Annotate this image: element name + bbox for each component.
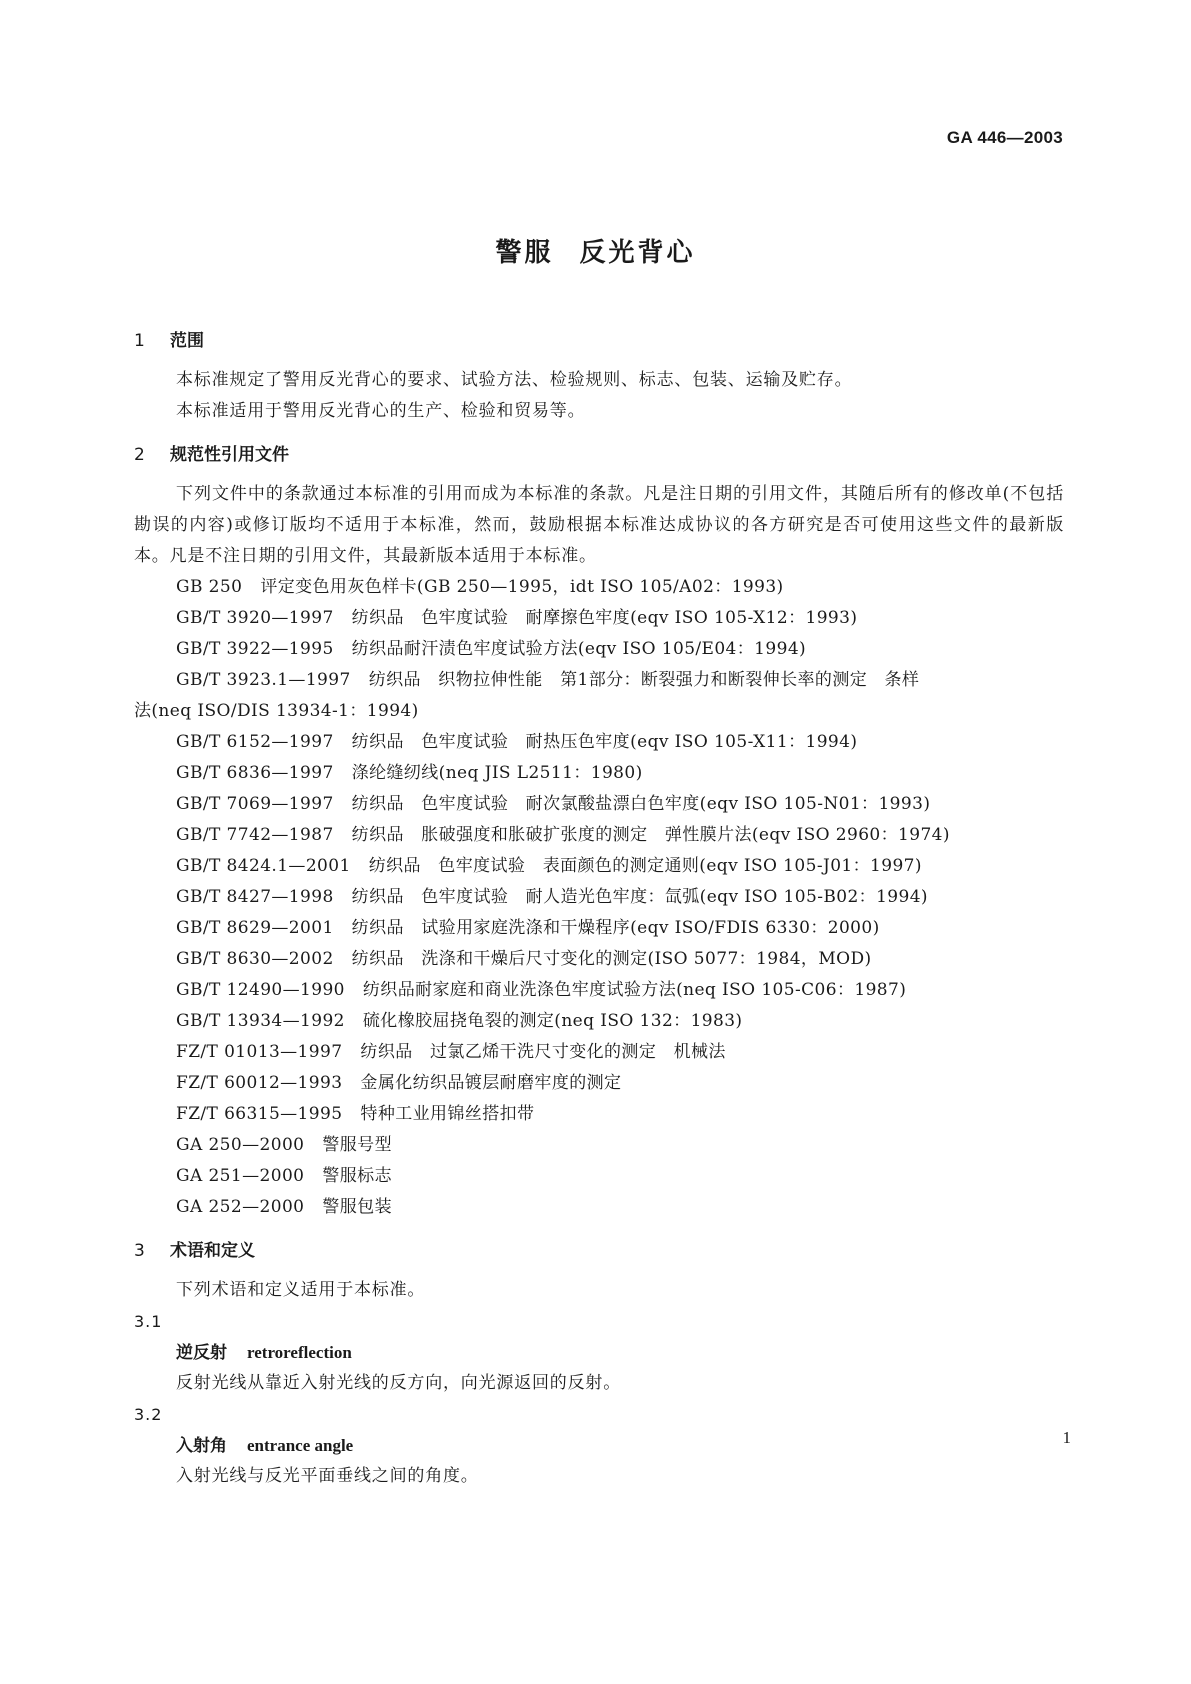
reference-code: GB/T 8427—1998: [176, 887, 334, 907]
reference-code: GB/T 3920—1997: [176, 608, 334, 628]
term-name-zh: 逆反射: [176, 1343, 227, 1363]
reference-title: 警服包装: [322, 1197, 392, 1217]
reference-title: 纺织品 色牢度试验 耐人造光色牢度：氙弧(eqv ISO 105-B02：1994): [351, 887, 928, 907]
reference-code: GA 250—2000: [176, 1135, 305, 1155]
paragraph: 本标准适用于警用反光背心的生产、检验和贸易等。: [176, 401, 586, 421]
reference-code: GB/T 6836—1997: [176, 763, 334, 783]
reference-title: 纺织品 洗涤和干燥后尺寸变化的测定(ISO 5077：1984，MOD): [351, 949, 872, 969]
reference-title-continuation: 法(neq ISO/DIS 13934-1：1994): [134, 701, 419, 721]
term-name: [134, 1430, 1064, 1461]
reference-code: GB/T 13934—1992: [176, 1011, 345, 1031]
reference-code: GB/T 8424.1—2001: [176, 856, 351, 876]
section-title: 术语和定义: [170, 1241, 255, 1261]
reference-code: GA 252—2000: [176, 1197, 305, 1217]
reference-code: GB/T 12490—1990: [176, 980, 345, 1000]
reference-item: [134, 1192, 1064, 1223]
reference-item: [134, 727, 1064, 758]
reference-title: 纺织品 织物拉伸性能 第1部分：断裂强力和断裂伸长率的测定 条样: [368, 670, 920, 690]
standard-number: GA 446—2003: [946, 128, 1063, 147]
section-title: 范围: [170, 331, 204, 351]
reference-code: FZ/T 60012—1993: [176, 1073, 343, 1093]
reference-title: 纺织品 色牢度试验 耐热压色牢度(eqv ISO 105-X11：1994): [351, 732, 858, 752]
reference-code: GB/T 3923.1—1997: [176, 670, 351, 690]
reference-item: [134, 603, 1064, 634]
term-definition: 反射光线从靠近入射光线的反方向，向光源返回的反射。: [176, 1373, 621, 1393]
reference-item: [134, 975, 1064, 1006]
reference-item: [134, 572, 1064, 603]
reference-item: [134, 1006, 1064, 1037]
reference-title: 特种工业用锦丝搭扣带: [360, 1104, 535, 1124]
reference-item: [134, 1161, 1064, 1192]
term-entry: [134, 1399, 1064, 1492]
reference-item: [134, 789, 1064, 820]
reference-title: 纺织品 色牢度试验 耐摩擦色牢度(eqv ISO 105-X12：1993): [351, 608, 858, 628]
reference-item: [134, 1130, 1064, 1161]
reference-item: [134, 851, 1064, 882]
reference-code: GB/T 3922—1995: [176, 639, 334, 659]
reference-title: 纺织品 试验用家庭洗涤和干燥程序(eqv ISO/FDIS 6330：2000): [351, 918, 880, 938]
reference-item: [134, 882, 1064, 913]
term-definition: 入射光线与反光平面垂线之间的角度。: [176, 1466, 479, 1486]
paragraph: 下列术语和定义适用于本标准。: [176, 1280, 426, 1300]
document-title: [0, 232, 1191, 269]
page-number: 1: [1062, 1428, 1071, 1447]
reference-title: 纺织品 色牢度试验 耐次氯酸盐漂白色牢度(eqv ISO 105-N01：1993): [351, 794, 931, 814]
term-name-en: retroreflection: [247, 1343, 352, 1362]
reference-code: GB/T 6152—1997: [176, 732, 334, 752]
reference-title: 纺织品 过氯乙烯干洗尺寸变化的测定 机械法: [360, 1042, 726, 1062]
reference-item: [134, 1068, 1064, 1099]
term-name: [134, 1337, 1064, 1368]
reference-item: [134, 820, 1064, 851]
title-part-2: 反光背心: [579, 238, 696, 268]
reference-code: FZ/T 01013—1997: [176, 1042, 343, 1062]
reference-code: GB 250: [176, 577, 243, 597]
section-number: 2: [134, 445, 145, 465]
reference-code: GB/T 7742—1987: [176, 825, 334, 845]
reference-title: 警服标志: [322, 1166, 392, 1186]
title-part-1: 警服: [495, 238, 554, 268]
reference-item: [134, 913, 1064, 944]
reference-title: 警服号型: [322, 1135, 392, 1155]
reference-item: [134, 665, 1064, 727]
section-heading-terms-definitions: [134, 1235, 1064, 1267]
reference-code: FZ/T 66315—1995: [176, 1104, 343, 1124]
reference-item: [134, 944, 1064, 975]
term-name-en: entrance angle: [247, 1436, 354, 1455]
reference-item: [134, 1099, 1064, 1130]
reference-item: [134, 634, 1064, 665]
term-number: 3.1: [134, 1312, 163, 1331]
reference-code: GA 251—2000: [176, 1166, 305, 1186]
reference-item: [134, 758, 1064, 789]
reference-list: [134, 572, 1064, 1223]
reference-item: [134, 1037, 1064, 1068]
reference-title: 纺织品耐汗渍色牢度试验方法(eqv ISO 105/E04：1994): [351, 639, 807, 659]
term-number: 3.2: [134, 1405, 163, 1424]
reference-title: 纺织品耐家庭和商业洗涤色牢度试验方法(neq ISO 105-C06：1987): [362, 980, 907, 1000]
section-title: 规范性引用文件: [170, 445, 289, 465]
reference-title: 纺织品 胀破强度和胀破扩张度的测定 弹性膜片法(eqv ISO 2960：1974): [351, 825, 950, 845]
reference-code: GB/T 7069—1997: [176, 794, 334, 814]
document-body: [134, 325, 1064, 1492]
reference-title: 金属化纺织品镀层耐磨牢度的测定: [360, 1073, 622, 1093]
reference-title: 评定变色用灰色样卡(GB 250—1995，idt ISO 105/A02：1993): [260, 577, 784, 597]
section-number: 1: [134, 331, 145, 351]
section-number: 3: [134, 1241, 145, 1261]
reference-title: 硫化橡胶屈挠龟裂的测定(neq ISO 132：1983): [362, 1011, 743, 1031]
section-heading-normative-references: [134, 439, 1064, 471]
reference-title: 纺织品 色牢度试验 表面颜色的测定通则(eqv ISO 105-J01：1997): [368, 856, 922, 876]
term-entry: [134, 1306, 1064, 1399]
reference-title: 涤纶缝纫线(neq JIS L2511：1980): [351, 763, 643, 783]
reference-code: GB/T 8630—2002: [176, 949, 334, 969]
reference-code: GB/T 8629—2001: [176, 918, 334, 938]
paragraph: 本标准规定了警用反光背心的要求、试验方法、检验规则、标志、包装、运输及贮存。: [176, 370, 853, 390]
term-name-zh: 入射角: [176, 1436, 227, 1456]
paragraph: 下列文件中的条款通过本标准的引用而成为本标准的条款。凡是注日期的引用文件，其随后所有的修改单(不包括勘误的内容)或修订版均不适用于本标准，然而，鼓励根据本标准达成协议的各方研究是否可使用这些文件的最新版本。凡是不注日期的引用文件，其最新版本适用于本标准。: [134, 484, 1064, 566]
section-heading-scope: [134, 325, 1064, 357]
